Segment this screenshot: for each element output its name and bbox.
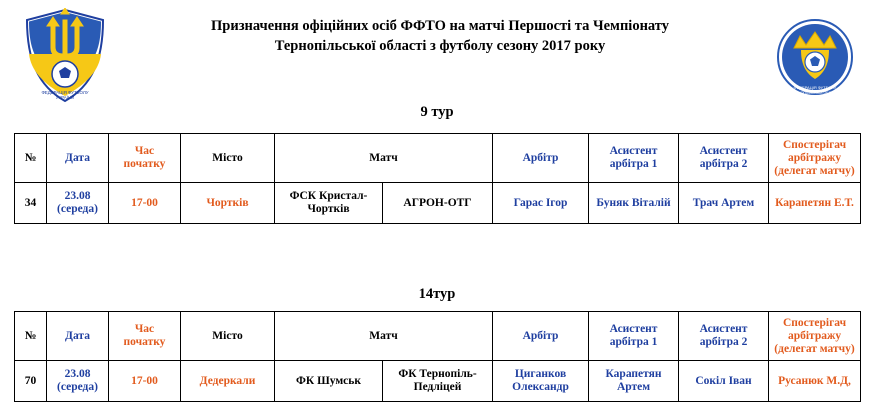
cell-city: Чортків — [181, 183, 275, 224]
col-match: Матч — [275, 312, 493, 361]
document-header — [0, 0, 874, 112]
page-title-line-1: Призначення офіційних осіб ФФТО на матчі Першості та Чемпіонату — [211, 18, 669, 34]
cell-referee: Гарас Ігор — [493, 183, 589, 224]
col-assistant-1: Асистент арбітра 1 — [589, 134, 679, 183]
col-assistant-1: Асистент арбітра 1 — [589, 312, 679, 361]
col-referee: Арбітр — [493, 134, 589, 183]
svg-text:УКРАЇНИ: УКРАЇНИ — [55, 95, 75, 100]
col-time: Час початку — [109, 312, 181, 361]
col-date: Дата — [47, 134, 109, 183]
fixtures-table-round-9 — [14, 133, 861, 224]
cell-home-team: ФК Шумськ — [275, 361, 383, 402]
round-title-1: 9 тур — [420, 104, 454, 120]
col-match: Матч — [275, 134, 493, 183]
page-title-line-2: Тернопільської області з футболу сезону 2017 року — [274, 38, 606, 54]
col-number: № — [15, 134, 47, 183]
col-observer: Спостерігач арбітражу (делегат матчу) — [769, 134, 861, 183]
table-header-row — [15, 312, 861, 361]
cell-date: 23.08 (середа) — [47, 183, 109, 224]
cell-number: 34 — [15, 183, 47, 224]
col-time: Час початку — [109, 134, 181, 183]
table-header-row — [15, 134, 861, 183]
cell-home-team: ФСК Кристал- Чортків — [275, 183, 383, 224]
cell-assistant-2: Трач Артем — [679, 183, 769, 224]
col-city: Місто — [181, 134, 275, 183]
col-city: Місто — [181, 312, 275, 361]
cell-away-team: ФК Тернопіль- Педліцей — [383, 361, 493, 402]
ffu-emblem — [22, 8, 108, 104]
svg-text:ФЕДЕРАЦІЯ ФУТБОЛУ: ФЕДЕРАЦІЯ ФУТБОЛУ — [41, 90, 89, 95]
cell-assistant-2: Сокіл Іван — [679, 361, 769, 402]
round-title-2: 14тур — [418, 286, 456, 302]
col-referee: Арбітр — [493, 312, 589, 361]
col-assistant-2: Асистент арбітра 2 — [679, 134, 769, 183]
cell-time: 17-00 — [109, 183, 181, 224]
cell-referee: Циганков Олександр — [493, 361, 589, 402]
svg-text:ФЕДЕРАЦІЯ ФУТБОЛУ: ФЕДЕРАЦІЯ ФУТБОЛУ — [793, 85, 837, 90]
cell-date: 23.08 (середа) — [47, 361, 109, 402]
cell-time: 17-00 — [109, 361, 181, 402]
cell-city: Дедеркали — [181, 361, 275, 402]
cell-away-team: АГРОН-ОТГ — [383, 183, 493, 224]
ffto-emblem — [776, 18, 854, 96]
svg-text:ТЕРНОПІЛЬСЬКОЇ ОБЛАСТІ: ТЕРНОПІЛЬСЬКОЇ ОБЛАСТІ — [791, 91, 839, 95]
cell-number: 70 — [15, 361, 47, 402]
table-row — [15, 361, 861, 402]
col-assistant-2: Асистент арбітра 2 — [679, 312, 769, 361]
col-date: Дата — [47, 312, 109, 361]
fixtures-table-round-14 — [14, 311, 861, 402]
cell-observer: Карапетян Е.Т. — [769, 183, 861, 224]
cell-observer: Русанюк М.Д, — [769, 361, 861, 402]
cell-assistant-1: Буняк Віталій — [589, 183, 679, 224]
table-row — [15, 183, 861, 224]
page-title — [120, 16, 760, 56]
cell-assistant-1: Карапетян Артем — [589, 361, 679, 402]
col-number: № — [15, 312, 47, 361]
col-observer: Спостерігач арбітражу (делегат матчу) — [769, 312, 861, 361]
